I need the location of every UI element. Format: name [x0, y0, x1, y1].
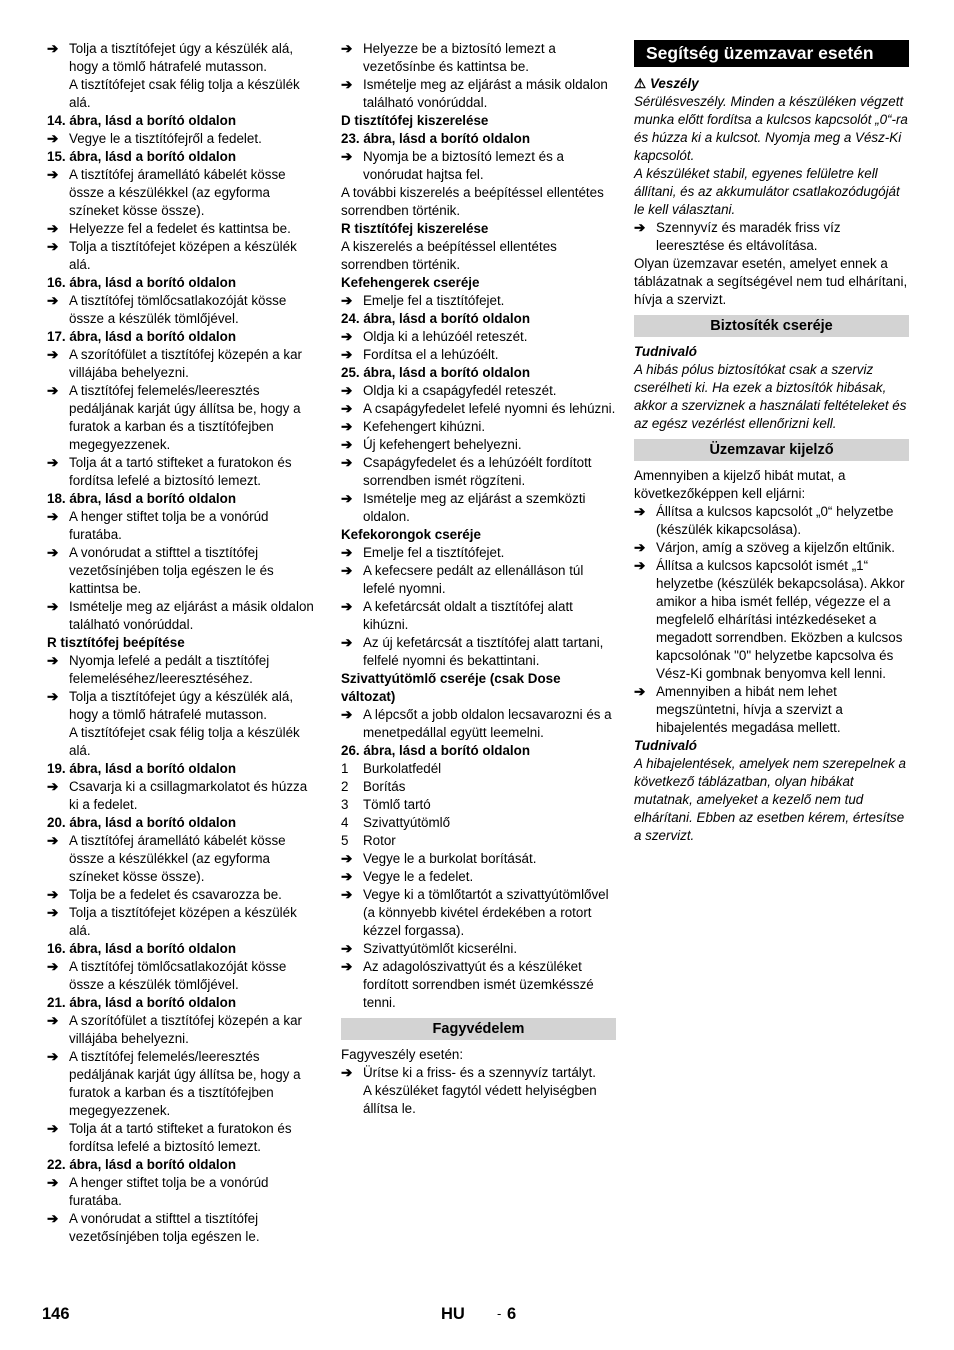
instruction-text: Vegye le a fedelet. [363, 869, 474, 884]
arrow-right-icon: ➔ [341, 563, 353, 578]
arrow-right-icon: ➔ [47, 131, 59, 146]
instruction-text: A tisztítófej felemelés/leeresztés pedáljának karját úgy állítsa be, hogy a furatok a karban és a tisztítófejben megegyezzenek. [69, 383, 301, 452]
instruction-text: A vonórudat a stifttel a tisztítófej vezetősínjében tolja egészen le és kattintsa be. [69, 545, 274, 596]
instruction-text: A csapágyfedelet lefelé nyomni és lehúzni. [363, 401, 616, 416]
figure-reference: 17. ábra, lásd a borító oldalon [47, 329, 236, 344]
instruction-step [341, 850, 616, 868]
arrow-right-icon: ➔ [47, 383, 59, 398]
instruction-text: Tolja át a tartó stifteket a furatokon és fordítsa lefelé a biztosító lemezt. [69, 1121, 292, 1154]
instruction-step [341, 346, 616, 364]
instruction-step [341, 598, 616, 634]
instruction-text: Csapágyfedelet és a lehúzóélt fordított sorrendben ismét rögzíteni. [363, 455, 592, 488]
instruction-text: Oldja ki a csapágyfedél reteszét. [363, 383, 557, 398]
instruction-text: A henger stiftet tolja be a vonórúd furatába. [69, 1175, 269, 1208]
arrow-right-icon: ➔ [341, 77, 353, 92]
subsection-heading: Kefehengerek cseréje [341, 275, 480, 290]
instruction-step [47, 220, 320, 238]
instruction-step [341, 40, 616, 76]
arrow-right-icon: ➔ [47, 347, 59, 362]
step-note: A tisztítófejet csak félig tolja a készülék alá. [69, 725, 300, 758]
instruction-step [341, 886, 616, 940]
subsection-heading: Szivattyútömlő cseréje (csak Dose változat) [341, 671, 561, 704]
instruction-text: Az új kefetárcsát a tisztítófej alatt tartani, felfelé nyomni és bekattintani. [363, 635, 604, 668]
instruction-step [634, 557, 909, 683]
instruction-step [341, 868, 616, 886]
instruction-step [341, 292, 616, 310]
instruction-text: Nyomja lefelé a pedált a tisztítófej felemeléséhez/leeresztéséhez. [69, 653, 270, 686]
section-heading: Fagyvédelem [341, 1018, 616, 1040]
arrow-right-icon: ➔ [47, 887, 59, 902]
arrow-right-icon: ➔ [47, 455, 59, 470]
item-text: Szivattyútömlő [363, 815, 451, 830]
instruction-step [47, 598, 320, 634]
paragraph: Olyan üzemzavar esetén, amelyet ennek a táblázatnak a segítségével nem tud elhárítani, hívja a szervizt. [634, 256, 908, 307]
instruction-text: Tolja be a fedelet és csavarozza be. [69, 887, 282, 902]
instruction-step [47, 1012, 320, 1048]
instruction-step [634, 503, 909, 539]
instruction-text: Fordítsa el a lehúzóélt. [363, 347, 499, 362]
instruction-text: Nyomja be a biztosító lemezt és a vonórudat hajtsa fel. [363, 149, 564, 182]
arrow-right-icon: ➔ [634, 558, 646, 573]
footer-separator: - [497, 1306, 502, 1321]
instruction-text: Csavarja ki a csillagmarkolatot és húzza ki a fedelet. [69, 779, 308, 812]
instruction-text: Amennyiben a hibát nem lehet megszüntetni, hívja a szervizt a hibajelentés megadása mellett. [656, 684, 843, 735]
arrow-right-icon: ➔ [47, 1211, 59, 1226]
instruction-step [47, 508, 320, 544]
instruction-text: A lépcsőt a jobb oldalon lecsavarozni és a menetpedállal együtt leemelni. [363, 707, 612, 740]
paragraph: Amennyiben a kijelző hibát mutat, a következőképpen kell eljárni: [634, 468, 846, 501]
instruction-step [47, 1120, 320, 1156]
section-heading: Biztosíték cseréje [634, 315, 909, 337]
instruction-step [47, 40, 320, 76]
figure-reference: 16. ábra, lásd a borító oldalon [47, 275, 236, 290]
arrow-right-icon: ➔ [47, 959, 59, 974]
item-text: Tömlő tartó [363, 797, 431, 812]
instruction-text: A tisztítófej felemelés/leeresztés pedáljának karját úgy állítsa be, hogy a furatok a karban és a tisztítófejben megegyezzenek. [69, 1049, 301, 1118]
item-text: Rotor [363, 833, 396, 848]
arrow-right-icon: ➔ [341, 329, 353, 344]
arrow-right-icon: ➔ [47, 1013, 59, 1028]
instruction-text: Ismételje meg az eljárást a másik oldalon található vonórúddal. [363, 77, 608, 110]
arrow-right-icon: ➔ [341, 437, 353, 452]
italic-note: Sérülésveszély. Minden a készüléken végzett munka előtt fordítsa a kulcsos kapcsolót „0“-ra és húzza ki a kulcsot. Nyomja meg a Vész-Ki kapcsolót. [634, 94, 908, 163]
page-number: 146 [42, 1305, 70, 1323]
instruction-text: A tisztítófej áramellátó kábelét kösse össze a készülékkel (az egyforma színeket kösse össze). [69, 833, 286, 884]
figure-reference: 14. ábra, lásd a borító oldalon [47, 113, 236, 128]
arrow-right-icon: ➔ [47, 905, 59, 920]
arrow-right-icon: ➔ [341, 455, 353, 470]
instruction-text: A szorítófület a tisztítófej közepén a kar villájába behelyezni. [69, 347, 302, 380]
numbered-item [341, 796, 616, 814]
column-middle [341, 40, 616, 1118]
instruction-text: Az adagolószivattyút és a készüléket fordított sorrendben ismét üzemkésszé tenni. [363, 959, 594, 1010]
instruction-text: Ismételje meg az eljárást a szemközti oldalon. [363, 491, 586, 524]
item-number: 1 [341, 761, 349, 776]
arrow-right-icon: ➔ [47, 599, 59, 614]
italic-note: A hibás pólus biztosítókat csak a szerviz cserélheti ki. Ha ezek a biztosítók hibásak, akkor a szerviznek a használati feltételeket és az egész vezérlést ellenőrizni kell. [634, 362, 907, 431]
main-heading: Segítség üzemzavar esetén [634, 40, 909, 67]
numbered-item [341, 832, 616, 850]
figure-reference: 24. ábra, lásd a borító oldalon [341, 311, 530, 326]
instruction-step [47, 904, 320, 940]
arrow-right-icon: ➔ [341, 707, 353, 722]
arrow-right-icon: ➔ [341, 383, 353, 398]
arrow-right-icon: ➔ [47, 509, 59, 524]
step-note: A tisztítófejet csak félig tolja a készülék alá. [69, 77, 300, 110]
instruction-text: Emelje fel a tisztítófejet. [363, 545, 505, 560]
arrow-right-icon: ➔ [47, 1049, 59, 1064]
arrow-right-icon: ➔ [47, 545, 59, 560]
item-number: 3 [341, 797, 349, 812]
instruction-step [47, 652, 320, 688]
instruction-step [47, 454, 320, 490]
numbered-item [341, 760, 616, 778]
arrow-right-icon: ➔ [47, 1121, 59, 1136]
instruction-step [341, 328, 616, 346]
figure-reference: 22. ábra, lásd a borító oldalon [47, 1157, 236, 1172]
item-text: Burkolatfedél [363, 761, 442, 776]
instruction-step [341, 400, 616, 418]
arrow-right-icon: ➔ [47, 293, 59, 308]
arrow-right-icon: ➔ [341, 293, 353, 308]
figure-reference: 20. ábra, lásd a borító oldalon [47, 815, 236, 830]
note-heading: Tudnivaló [634, 344, 697, 359]
subsection-heading: D tisztítófej kiszerelése [341, 113, 489, 128]
arrow-right-icon: ➔ [341, 149, 353, 164]
instruction-text: Vegye le a tisztítófejről a fedelet. [69, 131, 262, 146]
arrow-right-icon: ➔ [47, 41, 59, 56]
subsection-heading: Kefekorongok cseréje [341, 527, 481, 542]
arrow-right-icon: ➔ [341, 1065, 353, 1080]
instruction-step [341, 940, 616, 958]
numbered-item [341, 778, 616, 796]
instruction-step [634, 219, 909, 255]
item-text: Borítás [363, 779, 406, 794]
column-right [634, 40, 909, 845]
instruction-step [47, 886, 320, 904]
section-page-number: 6 [507, 1305, 517, 1323]
instruction-step [47, 832, 320, 886]
paragraph: Fagyveszély esetén: [341, 1047, 464, 1062]
instruction-text: Tolja a tisztítófejet úgy a készülék alá, hogy a tömlő hátrafelé mutasson. [69, 41, 294, 74]
instruction-text: Ismételje meg az eljárást a másik oldalon található vonórúddal. [69, 599, 314, 632]
subsection-heading: R tisztítófej kiszerelése [341, 221, 489, 236]
item-number: 4 [341, 815, 349, 830]
instruction-text: Emelje fel a tisztítófejet. [363, 293, 505, 308]
instruction-step [47, 1210, 320, 1246]
instruction-step [341, 1064, 616, 1082]
arrow-right-icon: ➔ [634, 504, 646, 519]
arrow-right-icon: ➔ [341, 491, 353, 506]
instruction-text: Tolja át a tartó stifteket a furatokon és fordítsa lefelé a biztosító lemezt. [69, 455, 292, 488]
step-note: A készüléket fagytól védett helyiségben állítsa le. [363, 1083, 597, 1116]
figure-reference: 16. ábra, lásd a borító oldalon [47, 941, 236, 956]
paragraph: A további kiszerelés a beépítéssel ellentétes sorrendben történik. [341, 185, 604, 218]
item-number: 2 [341, 779, 349, 794]
instruction-step [341, 76, 616, 112]
instruction-step [341, 436, 616, 454]
instruction-text: Vegye ki a tömlőtartót a szivattyútömlővel (a könnyebb kivétel érdekében a rotort kézzel forgassa). [363, 887, 609, 938]
numbered-item [341, 814, 616, 832]
instruction-step [47, 544, 320, 598]
instruction-text: Állítsa a kulcsos kapcsolót „0“ helyzetbe (készülék kikapcsolása). [656, 504, 894, 537]
arrow-right-icon: ➔ [341, 347, 353, 362]
warning-label: Veszély [650, 76, 699, 91]
arrow-right-icon: ➔ [341, 941, 353, 956]
arrow-right-icon: ➔ [634, 684, 646, 699]
arrow-right-icon: ➔ [634, 540, 646, 555]
instruction-text: A tisztítófej tömlőcsatlakozóját kösse össze a készülék tömlőjével. [69, 293, 287, 326]
instruction-text: Tolja a tisztítófejet úgy a készülék alá, hogy a tömlő hátrafelé mutasson. [69, 689, 294, 722]
figure-reference: 23. ábra, lásd a borító oldalon [341, 131, 530, 146]
instruction-text: Állítsa a kulcsos kapcsolót ismét „1“ helyzetbe (készülék bekapcsolása). Akkor amikor a hiba ismét fellép, végezze el a megfelelő elhárítási intézkedéseket a megadott sorrendben. Eközben a kulcsos kapcsolónak "0" helyzetbe kapcsolva és Vész-Ki gombnak benyomva kell lenni. [656, 558, 905, 681]
instruction-text: A kefecsere pedált az ellenálláson túl lefelé nyomni. [363, 563, 584, 596]
instruction-step [634, 683, 909, 737]
note-heading: Tudnivaló [634, 738, 697, 753]
instruction-step [341, 418, 616, 436]
instruction-text: A tisztítófej tömlőcsatlakozóját kösse össze a készülék tömlőjével. [69, 959, 287, 992]
arrow-right-icon: ➔ [341, 869, 353, 884]
section-heading: Üzemzavar kijelző [634, 439, 909, 461]
instruction-text: A kefetárcsát oldalt a tisztítófej alatt kihúzni. [363, 599, 573, 632]
arrow-right-icon: ➔ [47, 221, 59, 236]
instruction-text: A szorítófület a tisztítófej közepén a kar villájába behelyezni. [69, 1013, 302, 1046]
italic-note: A hibajelentések, amelyek nem szerepelnek a következő táblázatban, olyan hibákat mutatnak, amelyeket a kezelő nem tud elhárítani. Ebben az esetben kérem, értesítse a szervizt. [634, 756, 906, 843]
figure-reference: 18. ábra, lásd a borító oldalon [47, 491, 236, 506]
figure-reference: 15. ábra, lásd a borító oldalon [47, 149, 236, 164]
arrow-right-icon: ➔ [341, 545, 353, 560]
instruction-step [47, 382, 320, 454]
instruction-step [47, 346, 320, 382]
arrow-right-icon: ➔ [47, 239, 59, 254]
arrow-right-icon: ➔ [341, 959, 353, 974]
instruction-text: Tolja a tisztítófejet középen a készülék alá. [69, 905, 297, 938]
figure-reference: 19. ábra, lásd a borító oldalon [47, 761, 236, 776]
arrow-right-icon: ➔ [47, 1175, 59, 1190]
arrow-right-icon: ➔ [47, 167, 59, 182]
paragraph: A kiszerelés a beépítéssel ellentétes sorrendben történik. [341, 239, 557, 272]
language-code: HU [441, 1305, 465, 1323]
instruction-step [341, 706, 616, 742]
warning-triangle-icon: ⚠ [634, 76, 647, 91]
instruction-step [341, 490, 616, 526]
instruction-step [341, 562, 616, 598]
arrow-right-icon: ➔ [341, 419, 353, 434]
warning-heading [634, 75, 909, 93]
arrow-right-icon: ➔ [341, 401, 353, 416]
instruction-text: A henger stiftet tolja be a vonórúd furatába. [69, 509, 269, 542]
instruction-step [47, 1174, 320, 1210]
instruction-text: A vonórudat a stifttel a tisztítófej vezetősínjében tolja egészen le. [69, 1211, 260, 1244]
instruction-step [341, 454, 616, 490]
instruction-step [341, 634, 616, 670]
item-number: 5 [341, 833, 349, 848]
instruction-text: Oldja ki a lehúzóél reteszét. [363, 329, 528, 344]
instruction-step [341, 958, 616, 1012]
figure-reference: 26. ábra, lásd a borító oldalon [341, 743, 530, 758]
italic-note: A készüléket stabil, egyenes felületre kell állítani, és az akkumulátor csatlakozódugóját le kell választani. [634, 166, 900, 217]
instruction-step [47, 238, 320, 274]
instruction-step [47, 130, 320, 148]
column-left [47, 40, 320, 1246]
arrow-right-icon: ➔ [341, 41, 353, 56]
figure-reference: 25. ábra, lásd a borító oldalon [341, 365, 530, 380]
instruction-step [47, 958, 320, 994]
arrow-right-icon: ➔ [341, 599, 353, 614]
instruction-text: Új kefehengert behelyezni. [363, 437, 522, 452]
instruction-text: Kefehengert kihúzni. [363, 419, 486, 434]
instruction-step [47, 688, 320, 724]
instruction-step [341, 544, 616, 562]
instruction-step [341, 148, 616, 184]
instruction-step [634, 539, 909, 557]
arrow-right-icon: ➔ [341, 635, 353, 650]
instruction-text: Helyezze be a biztosító lemezt a vezetősínbe és kattintsa be. [363, 41, 556, 74]
arrow-right-icon: ➔ [47, 833, 59, 848]
instruction-text: Szennyvíz és maradék friss víz leeresztése és eltávolítása. [656, 220, 841, 253]
arrow-right-icon: ➔ [47, 689, 59, 704]
instruction-text: Szivattyútömlőt kicserélni. [363, 941, 518, 956]
subsection-heading: R tisztítófej beépítése [47, 635, 185, 650]
instruction-text: Ürítse ki a friss- és a szennyvíz tartályt. [363, 1065, 596, 1080]
arrow-right-icon: ➔ [634, 220, 646, 235]
arrow-right-icon: ➔ [341, 887, 353, 902]
instruction-step [341, 382, 616, 400]
instruction-text: Várjon, amíg a szöveg a kijelzőn eltűnik. [656, 540, 895, 555]
arrow-right-icon: ➔ [47, 779, 59, 794]
instruction-text: A tisztítófej áramellátó kábelét kösse össze a készülékkel (az egyforma színeket kösse össze). [69, 167, 286, 218]
instruction-text: Tolja a tisztítófejet középen a készülék alá. [69, 239, 297, 272]
arrow-right-icon: ➔ [47, 653, 59, 668]
arrow-right-icon: ➔ [341, 851, 353, 866]
instruction-text: Helyezze fel a fedelet és kattintsa be. [69, 221, 291, 236]
figure-reference: 21. ábra, lásd a borító oldalon [47, 995, 236, 1010]
instruction-step [47, 778, 320, 814]
instruction-text: Vegye le a burkolat borítását. [363, 851, 537, 866]
instruction-step [47, 1048, 320, 1120]
instruction-step [47, 292, 320, 328]
instruction-step [47, 166, 320, 220]
